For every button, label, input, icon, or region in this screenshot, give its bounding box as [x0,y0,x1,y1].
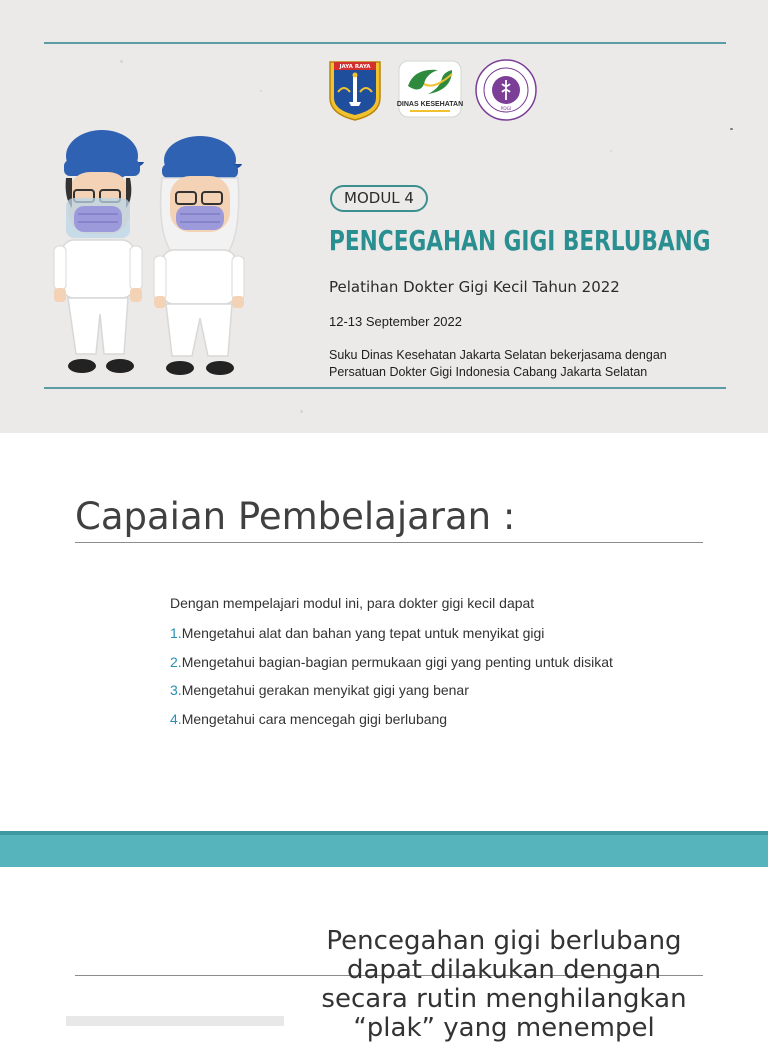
list-number: 4. [170,710,182,727]
prevention-text [290,927,718,1043]
list-item [170,709,613,738]
list-number: 3. [170,682,182,698]
texture-speck [120,60,123,63]
outcomes-list [170,623,613,737]
texture-speck [260,90,262,92]
list-number: 2. [170,653,182,670]
cover-slide [0,0,768,433]
list-text: Mengetahui alat dan bahan yang tepat untuk menyikat gigi [181,625,545,641]
heading-underline [75,542,703,543]
list-text: Mengetahui cara mencegah gigi berlubang [181,710,448,727]
male-character [54,130,144,373]
organizer-line-2: Persatuan Dokter Gigi Indonesia Cabang Jakarta Selatan [329,365,648,379]
cover-title: PENCEGAHAN GIGI BERLUBANG [329,224,711,257]
svg-text:DINAS KESEHATAN: DINAS KESEHATAN [396,101,464,108]
list-item [170,652,613,681]
module-badge: MODUL 4 [330,185,428,212]
list-item [170,623,613,652]
intro-text: Dengan mempelajari modul ini, para dokter gigi kecil dapat [170,595,535,611]
jakarta-crest-logo [328,58,382,122]
cover-subtitle: Pelatihan Dokter Gigi Kecil Tahun 2022 [329,278,620,296]
prevention-slide [0,867,768,1043]
list-text: Mengetahui gerakan menyikat gigi yang benar [181,682,469,698]
texture-speck [300,410,303,413]
list-number: 1. [170,625,182,641]
svg-text:JAYA RAYA: JAYA RAYA [339,64,371,70]
prevention-line-4: “plak” yang menempel [353,1013,655,1043]
female-character [154,136,244,375]
cover-organizer [329,347,719,381]
texture-speck [610,150,612,152]
svg-text:PDGI: PDGI [500,107,512,112]
organizer-line-1: Suku Dinas Kesehatan Jakarta Selatan bekerjasama dengan [329,348,667,362]
slide-heading: Capaian Pembelajaran : [75,495,516,538]
cover-date: 12-13 September 2022 [329,314,462,329]
list-item [170,680,613,709]
logo-row [328,58,543,122]
pdgi-logo [474,58,538,122]
prevention-line-1: Pencegahan gigi berlubang [326,926,682,956]
bottom-divider [44,387,726,389]
dinas-kesehatan-logo [398,60,462,118]
prevention-line-3: secara rutin menghilangkan [321,984,687,1014]
texture-speck [730,128,733,130]
top-divider [44,42,726,44]
learning-outcomes-slide [0,433,768,831]
image-placeholder [66,1016,284,1026]
list-text: Mengetahui bagian-bagian permukaan gigi yang penting untuk disikat [181,653,613,670]
dentist-characters-illustration [44,118,254,380]
slide-separator-band [0,831,768,867]
prevention-line-2: dapat dilakukan dengan [346,955,662,985]
